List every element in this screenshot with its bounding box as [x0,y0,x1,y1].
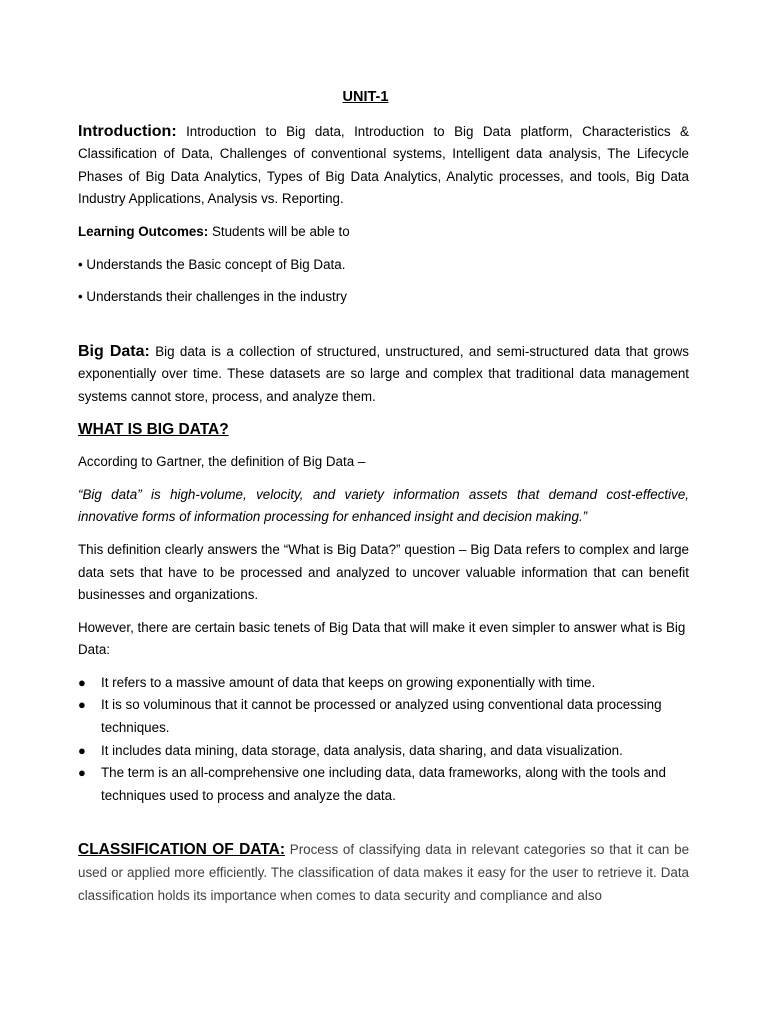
list-item-text: It refers to a massive amount of data that keeps on growing exponentially with time. [101,674,596,690]
unit-title: UNIT-1 [342,89,389,105]
list-item-text: It includes data mining, data storage, data analysis, data sharing, and data visualization. [101,742,623,758]
intro-lead: Introduction: [78,122,177,140]
tenets-list [78,672,689,808]
list-item [78,762,689,807]
outcome-item: • Understands the Basic concept of Big Data. [78,256,346,272]
section-spacer [78,817,689,839]
list-item [78,740,689,763]
learning-outcomes-lead: Learning Outcomes: [78,223,209,239]
list-item-text: It is so voluminous that it cannot be processed or analyzed using conventional data processing techniques. [101,697,662,736]
intro-text: Introduction to Big data, Introduction to Big Data platform, Characteristics & Classification of Data, Challenges of conventional systems, Intelligent data analysis, The Lifecycle Phases of Big Data Analytics, Types of Big Data Analytics, Analytic processes, and tools, Big Data Industry Applications, Analysis vs. Reporting. [78,123,689,207]
learning-outcomes-text: Students will be able to [208,223,350,239]
tenets-paragraph: However, there are certain basic tenets of Big Data that will make it even simpler to answer what is Big Data: [78,619,686,658]
big-data-text: Big data is a collection of structured, unstructured, and semi-structured data that grows exponentially over time. These datasets are so large and complex that traditional data management systems cannot store, process, and analyze them. [78,343,690,404]
intro-paragraph [78,121,689,211]
bullet-icon: ● [78,674,86,690]
gartner-line: According to Gartner, the definition of Big Data – [78,454,366,470]
document-body [78,86,689,917]
classification-paragraph [78,839,689,907]
list-item-text: The term is an all-comprehensive one including data, data frameworks, along with the tools and techniques used to process and analyze the data. [101,765,666,803]
classification-text: Process of classifying data in relevant categories so that it can be used or applied more efficiently. The classification of data makes it easy for the user to retrieve it. Data classification holds its importance when comes to data security and compliance and also [78,842,690,903]
list-item [78,672,689,695]
learning-outcomes-paragraph [78,221,689,244]
definition-paragraph: This definition clearly answers the “What is Big Data?” question – Big Data refers to complex and large data sets that have to be processed and analyzed to uncover valuable information that can benefit businesses and organizations. [78,541,689,603]
section-spacer [78,319,689,341]
what-is-big-data-heading: WHAT IS BIG DATA? [78,420,229,438]
list-item [78,694,689,739]
gartner-quote: “Big data” is high-volume, velocity, and variety information assets that demand cost-effective, innovative forms of information processing for enhanced insight and decision making.” [78,486,689,525]
big-data-paragraph [78,341,689,409]
bullet-icon: ● [78,697,86,713]
bullet-icon: ● [78,742,86,758]
outcome-item: • Understands their challenges in the industry [78,289,347,305]
bullet-icon: ● [78,765,86,781]
big-data-lead: Big Data: [78,342,150,360]
classification-heading: CLASSIFICATION OF DATA: [78,841,286,859]
